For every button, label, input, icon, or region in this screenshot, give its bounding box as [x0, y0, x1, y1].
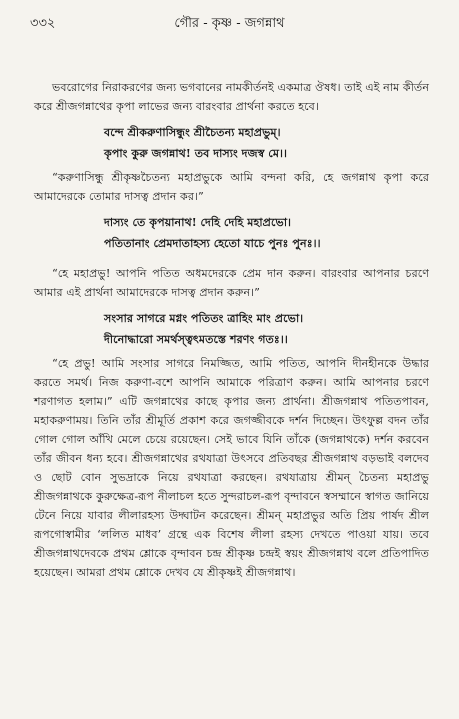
verse-2 — [104, 212, 429, 254]
verse-line: সংসার সাগরে মগ্নং পতিতং ত্রাহিং মাং প্রভো। — [104, 311, 304, 325]
verse-line: পতিতানাং প্রেমদাতাহস্য হেতো যাচে পুনঃ পুনঃ।। — [104, 236, 321, 250]
page-number: ৩৩২ — [30, 16, 56, 31]
paragraph-commentary: “হে প্রভু! আমি সংসার সাগরে নিমজ্জিত, আমি পতিত, আপনি দীনহীনকে উদ্ধার করতে সমর্থ। নিজ করুণা-বশে আপনি আমাকে পরিত্রাণ করুন। আমি আপনার চরণে শরণাগত হলাম।” এটি জগন্নাথের কাছে কৃপার জন্য প্রার্থনা। শ্রীজগন্নাথ পতিতপাবন, মহাকরুণাময়। তিনি তাঁর শ্রীমূর্তি প্রকাশ করে জগজ্জীবকে দর্শন দিচ্ছেন। উৎফুল্ল বদন তাঁর গোল গোল আঁখি মেলে চেয়ে রয়েছেন। সেই ভাবে যিনি তাঁকে (জগন্নাথকে) দর্শন করবেন তাঁর জীবন ধন্য হবে। শ্রীজগন্নাথের রথযাত্রা উৎসবে প্রতিবছর শ্রীজগন্নাথ বড়ভাই বলদেব ও ছোট বোন সুভদ্রাকে নিয়ে রথযাত্রা করছেন। রথযাত্রায় শ্রীমন্ চৈতন্য মহাপ্রভু শ্রীজগন্নাথকে কুরুক্ষেত্র-রূপ নীলাচল হতে সুন্দরাচল-রূপ বৃন্দাবনে স্বসম্মানে স্বাগত জানিয়ে টেনে নিয়ে যাবার লীলারহস্য উদ্ঘাটন করেছেন। শ্রীমন্ মহাপ্রভুর অতি প্রিয় পার্ষদ শ্রীল রূপগোস্বামীর ‘ললিত মাধব’ গ্রন্থে এক বিশেষ লীলা রহস্য দেখতে পাওয়া যায়। তবে শ্রীজগন্নাথদেবকে প্রথম শ্লোকে বৃন্দাবন চন্দ্র শ্রীকৃষ্ণ চন্দ্রই স্বয়ং শ্রীজগন্নাথ বলে প্রতিপাদিত হয়েছেন। আমরা প্রথম শ্লোকে দেখব যে শ্রীকৃষ্ণই শ্রীজগন্নাথ। — [34, 357, 429, 579]
paragraph-translation-2: “হে মহাপ্রভু! আপনি পতিত অধমদেরকে প্রেম দান করুন। বারংবার আপনার চরণে আমার এই প্রার্থনা আমাদেরকে দাসত্ব প্রদান করুন।” — [34, 267, 429, 299]
paragraph-translation-1: “করুণাসিন্ধু শ্রীকৃষ্ণচৈতন্য মহাপ্রভুকে আমি বন্দনা করি, হে জগন্নাথ কৃপা করে আমাদেরকে তোমার দাসত্ব প্রদান কর।” — [34, 171, 429, 203]
paragraph-intro: ভবরোগের নিরাকরণের জন্য ভগবানের নামকীর্তনই একমাত্র ঔষধ। তাই এই নাম কীর্তন করে শ্রীজগন্নাথের কৃপা লাভের জন্য বারংবার প্রার্থনা করতে হবে। — [34, 81, 429, 113]
running-title: গৌর - কৃষ্ণ - জগন্নাথ — [174, 16, 285, 31]
verse-line: দাস্যং তে কৃপয়ানাথ! দেহি দেহি মহাপ্রভো। — [104, 215, 292, 229]
page-body — [34, 78, 429, 582]
page-header — [30, 10, 429, 36]
verse-3 — [104, 308, 429, 350]
verse-line: বন্দে শ্রীকরুণাসিন্ধুং শ্রীচৈতন্য মহাপ্রভুম্। — [104, 125, 281, 139]
verse-line: কৃপাং কুরু জগন্নাথ! তব দাস্যং দজস্ব মে।। — [104, 146, 288, 160]
verse-1 — [104, 122, 429, 164]
verse-line: দীনোদ্ধারো সমর্থস্ত্বৎমতস্তে শরণং গতঃ।। — [104, 332, 288, 346]
